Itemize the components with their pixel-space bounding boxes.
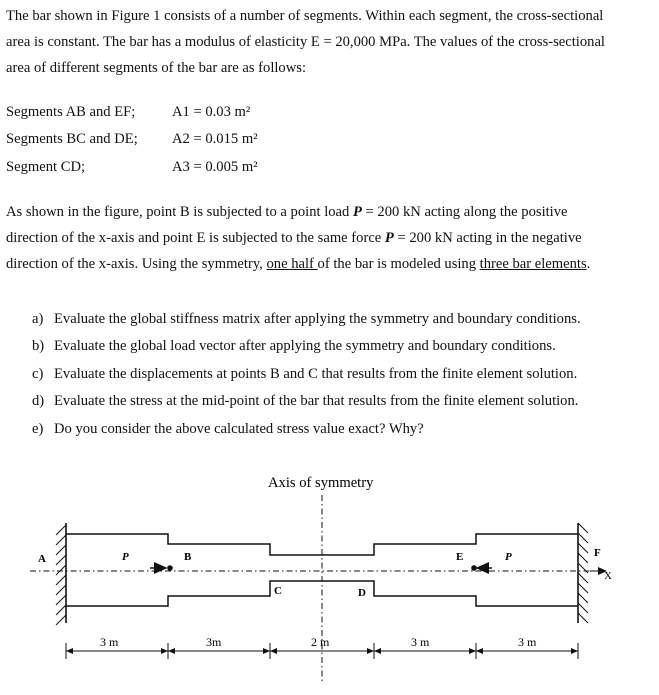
- segment-value-a2: A2 = 0.015 m²: [172, 131, 258, 147]
- underlined-three-bar-elements: three bar elements: [479, 256, 587, 273]
- point-f-label: F: [594, 547, 601, 559]
- question-text: Evaluate the global stiffness matrix after applying the symmetry and boundary conditions.: [54, 311, 581, 327]
- left-wall-hatching: [56, 525, 66, 625]
- intro-line-1: The bar shown in Figure 1 consists of a number of segments. Within each segment, the cross-sectional: [6, 8, 604, 24]
- dimension-bc: 3m: [206, 635, 222, 649]
- node-b: [167, 565, 173, 571]
- x-axis-label: X: [604, 570, 612, 582]
- segment-value-a1: A1 = 0.03 m²: [172, 104, 251, 120]
- dimension-ab: 3 m: [100, 635, 119, 649]
- intro-paragraph: [6, 3, 654, 82]
- segment-label-cd: Segment CD;: [6, 159, 86, 175]
- load-line-1: [6, 199, 654, 225]
- question-letter: a): [32, 311, 44, 327]
- load-line-3: [6, 251, 654, 277]
- point-c-label: C: [274, 585, 282, 597]
- bar-figure: [0, 465, 659, 695]
- load-text: = 200 kN acting along the positive: [361, 204, 568, 220]
- question-letter: e): [32, 421, 44, 437]
- point-e-label: E: [456, 551, 464, 563]
- right-wall-hatching: [578, 523, 588, 623]
- load-p-label-e: P: [505, 551, 512, 563]
- load-symbol-p: P: [384, 230, 394, 247]
- dimension-de: 3 m: [411, 635, 430, 649]
- question-e: [32, 421, 424, 438]
- question-letter: d): [32, 393, 45, 409]
- load-text: As shown in the figure, point B is subjected to a point load: [6, 204, 353, 220]
- node-e: [471, 565, 477, 571]
- question-text: Evaluate the displacements at points B and C that results from the finite element solution.: [54, 366, 578, 382]
- load-text: direction of the x-axis and point E is subjected to the same force: [6, 230, 385, 247]
- segment-value-a3: A3 = 0.005 m²: [172, 159, 258, 175]
- segment-label-bc-de: Segments BC and DE;: [6, 131, 138, 147]
- question-letter: c): [32, 366, 44, 382]
- load-p-label-b: P: [122, 551, 129, 563]
- dimension-cd: 2 m: [311, 635, 330, 649]
- question-text: Evaluate the global load vector after applying the symmetry and boundary conditions.: [54, 338, 556, 354]
- load-text: direction of the x-axis. Using the symmetry,: [6, 256, 267, 273]
- question-a: [32, 311, 581, 328]
- load-symbol-p: P: [352, 204, 362, 220]
- question-text: Evaluate the stress at the mid-point of the bar that results from the finite element solution.: [54, 393, 579, 409]
- point-d-label: D: [358, 587, 366, 599]
- intro-line-2: area is constant. The bar has a modulus of elasticity E = 20,000 MPa. The values of the cross-sectional: [6, 34, 605, 51]
- point-a-label: A: [38, 553, 46, 565]
- axis-of-symmetry-label: Axis of symmetry: [268, 475, 374, 491]
- segment-label-ab-ef: Segments AB and EF;: [6, 104, 136, 120]
- intro-line-3: area of different segments of the bar are as follows:: [6, 60, 306, 77]
- dimension-ef: 3 m: [518, 635, 537, 649]
- load-text: of the bar is modeled using: [317, 256, 480, 273]
- question-text: Do you consider the above calculated stress value exact? Why?: [54, 421, 424, 437]
- point-b-label: B: [184, 551, 192, 563]
- load-text: .: [586, 256, 591, 273]
- question-b: [32, 338, 556, 355]
- question-d: [32, 393, 578, 410]
- load-line-2: [6, 225, 654, 251]
- load-text: = 200 kN acting in the negative: [393, 230, 582, 247]
- load-paragraph: [6, 199, 654, 278]
- question-letter: b): [32, 338, 45, 354]
- question-c: [32, 366, 577, 383]
- underlined-one-half: one half: [266, 256, 318, 273]
